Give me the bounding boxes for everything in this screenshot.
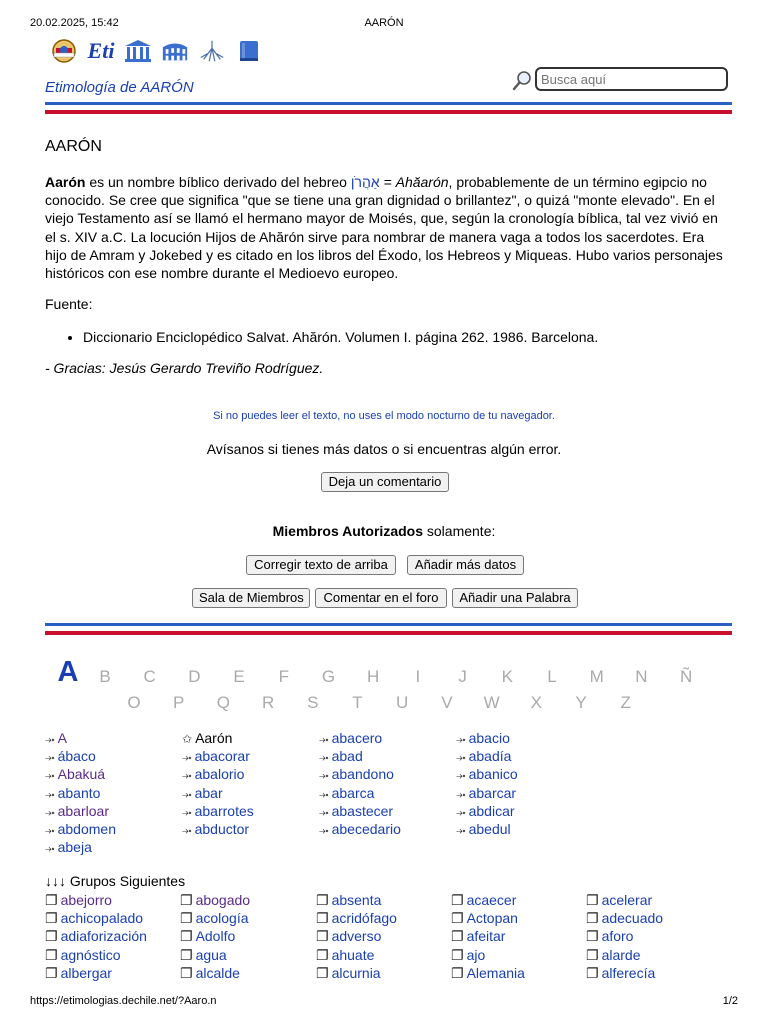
box-icon: ❐ <box>180 928 193 945</box>
arrow-icon: ⤞ <box>319 823 329 837</box>
divider-red-top <box>45 110 732 114</box>
letter-link[interactable]: V <box>441 693 453 712</box>
thanks-credit: - Gracias: Jesús Gerardo Treviño Rodríguez. <box>45 360 324 376</box>
arrow-icon: ⤞ <box>182 823 192 837</box>
word-link[interactable] <box>586 909 663 927</box>
arrow-icon: ⤞ <box>182 768 192 783</box>
word-link[interactable] <box>456 820 511 839</box>
word-link[interactable] <box>586 927 633 945</box>
letter-link[interactable]: K <box>501 667 513 686</box>
word-label: agnóstico <box>60 946 121 963</box>
letter-link[interactable]: T <box>352 693 363 712</box>
word-label: abar <box>194 784 223 801</box>
word-label: Alemania <box>466 964 525 981</box>
word-link[interactable] <box>319 765 394 784</box>
word-list-current <box>182 729 232 748</box>
word-label: abarrotes <box>194 802 254 819</box>
word-link[interactable] <box>45 838 92 857</box>
word-label: abductor <box>194 821 250 837</box>
word-label: Abakuá <box>57 766 106 783</box>
arrow-icon: ⤞ <box>45 732 55 746</box>
source-list <box>63 329 723 345</box>
word-label: abacorar <box>194 748 250 765</box>
word-label: acología <box>195 910 249 927</box>
arrow-icon: ⤞ <box>45 786 55 801</box>
print-header <box>30 17 738 31</box>
letter-link[interactable]: L <box>547 667 557 686</box>
dechile-logo-icon[interactable] <box>50 38 78 64</box>
source-item: • Diccionario Enciclopédico Salvat. Ahărón. Volumen I. página 262. 1986. Barcelona. <box>83 329 723 345</box>
word-link[interactable] <box>451 927 505 945</box>
word-link[interactable] <box>456 729 510 748</box>
word-link[interactable] <box>319 784 374 803</box>
etymology-paragraph <box>45 173 727 282</box>
members-line <box>0 523 768 539</box>
word-link[interactable] <box>451 964 525 982</box>
word-label: abedul <box>468 821 511 837</box>
eti-logo-text: Eti <box>87 38 115 63</box>
word-label: Adolfo <box>195 928 236 945</box>
arrow-icon: ⤞ <box>319 786 329 801</box>
letter-link[interactable]: O <box>127 693 141 712</box>
box-icon: ❐ <box>586 910 599 927</box>
box-icon: ❐ <box>316 928 329 945</box>
box-icon: ❐ <box>316 946 329 963</box>
word-label: abdicar <box>468 802 515 819</box>
word-label: absenta <box>331 892 382 908</box>
letter-link[interactable]: D <box>188 667 201 686</box>
word-link[interactable] <box>182 784 223 803</box>
word-link[interactable] <box>586 946 640 964</box>
box-icon: ❐ <box>586 946 599 963</box>
divider-red-bottom <box>45 631 732 635</box>
word-link[interactable] <box>451 891 516 909</box>
word-label: ahuate <box>331 946 375 963</box>
paragraph-text-2: , probablemente de un término egipcio no conocido. Se cree que significa "que se tiene una gran dignidad o brillantez", o quizá "monte elevado". En el viejo Testamento así se llamó el hermano mayor de Moisés, que, según la cronología bíblica, tal vez vivió en el s. XIV a.C. La locución Hijos de Ahărón sirve para nombrar de manera vaga a todos los sacerdotes. Era hijo de Amram y Jokebed y es citado en los libros del Éxodo, los Hebreos y Miqueas. Hubo varios personajes históricos con ese nombre durante el Medioevo europeo. <box>45 174 723 282</box>
word-link[interactable] <box>45 964 112 982</box>
word-label: adverso <box>331 928 382 945</box>
box-icon: ❐ <box>586 964 599 981</box>
source-label: Fuente: <box>45 296 93 312</box>
word-label: abejorro <box>60 892 112 908</box>
word-link[interactable] <box>182 820 249 839</box>
word-link[interactable] <box>45 729 67 748</box>
letter-link[interactable]: Q <box>216 693 230 712</box>
word-link[interactable] <box>45 802 109 821</box>
word-link[interactable] <box>45 820 116 839</box>
word-label: ábaco <box>57 748 96 765</box>
star-icon: ✩ <box>182 732 193 746</box>
word-label: alarde <box>601 946 641 963</box>
word-link[interactable] <box>45 784 100 803</box>
word-link[interactable] <box>456 747 511 766</box>
word-link[interactable] <box>316 964 381 982</box>
word-label: abarca <box>331 784 375 801</box>
word-label: abalorio <box>194 766 245 783</box>
word-link[interactable] <box>316 909 397 927</box>
box-icon: ❐ <box>451 928 464 945</box>
word-label: abecedario <box>331 821 401 837</box>
arrow-icon: ⤞ <box>45 823 55 837</box>
box-icon: ❐ <box>45 946 58 963</box>
arrow-icon: ⤞ <box>456 804 466 819</box>
word-label: abanico <box>468 766 518 783</box>
letter-link[interactable]: N <box>635 667 648 686</box>
headword: Aarón <box>45 174 86 190</box>
divider-blue-bottom <box>45 623 732 626</box>
print-date: 20.02.2025, 15:42 <box>30 17 119 29</box>
word-link[interactable] <box>45 927 147 945</box>
greek-temple-icon[interactable] <box>124 38 152 64</box>
letter-link[interactable]: S <box>307 693 319 712</box>
word-link[interactable] <box>456 765 518 784</box>
word-label: abdomen <box>57 821 116 837</box>
box-icon: ❐ <box>45 964 58 981</box>
word-link[interactable] <box>456 802 515 821</box>
arrow-icon: ⤞ <box>456 750 466 765</box>
word-link[interactable] <box>319 802 393 821</box>
arrow-icon: ⤞ <box>319 804 329 819</box>
box-icon: ❐ <box>586 928 599 945</box>
word-link[interactable] <box>45 765 105 784</box>
word-link[interactable] <box>451 909 518 927</box>
arrow-icon: ⤞ <box>456 768 466 783</box>
word-link[interactable] <box>45 946 121 964</box>
word-label: Actopan <box>466 910 518 927</box>
arrow-icon: ⤞ <box>45 750 55 765</box>
word-label: agua <box>195 946 227 963</box>
word-label: afeitar <box>466 928 506 945</box>
page-title: AARÓN <box>45 138 102 155</box>
search-icon[interactable] <box>512 69 534 91</box>
letter-link[interactable]: J <box>458 667 467 686</box>
arrow-icon: ⤞ <box>319 732 329 746</box>
next-groups-heading: ↓↓↓ Grupos Siguientes <box>45 873 186 889</box>
word-label: aforo <box>601 928 634 945</box>
word-label: adecuado <box>601 910 664 927</box>
word-link[interactable] <box>319 729 382 748</box>
night-mode-note: Si no puedes leer el texto, no uses el modo nocturno de tu navegador. <box>213 410 555 422</box>
word-label: alcalde <box>195 964 240 981</box>
print-title: AARÓN <box>364 17 404 29</box>
add-data-button[interactable]: Añadir más datos <box>407 555 524 575</box>
add-word-button[interactable]: Añadir una Palabra <box>452 588 578 608</box>
word-link[interactable] <box>182 747 250 766</box>
correct-text-button[interactable]: Corregir texto de arriba <box>246 555 396 575</box>
word-link[interactable] <box>182 802 254 821</box>
book-icon[interactable] <box>235 38 263 64</box>
letter-link[interactable]: F <box>278 667 289 686</box>
word-label: achicopalado <box>60 910 144 927</box>
letter-link[interactable]: E <box>233 667 245 686</box>
print-page-count: 1/2 <box>722 995 738 1007</box>
word-label: ajo <box>466 946 486 963</box>
divider-blue-top <box>45 102 732 105</box>
word-label: adiaforización <box>60 928 147 945</box>
paragraph-text-1: es un nombre bíblico derivado del hebreo <box>85 174 351 190</box>
word-label: abarcar <box>468 784 517 801</box>
box-icon: ❐ <box>45 910 58 927</box>
letter-link[interactable]: I <box>415 667 421 686</box>
letter-link[interactable]: B <box>99 667 111 686</box>
arrow-icon: ⤞ <box>456 732 466 746</box>
roots-icon[interactable] <box>198 38 226 64</box>
word-label: acelerar <box>601 892 653 908</box>
arrow-icon: ⤞ <box>456 786 466 801</box>
leave-comment-button[interactable]: Deja un comentario <box>321 472 449 492</box>
arrow-icon: ⤞ <box>182 804 192 819</box>
word-label: abandono <box>331 766 394 783</box>
word-label: abogado <box>195 892 251 908</box>
box-icon: ❐ <box>316 964 329 981</box>
box-icon: ❐ <box>180 910 193 927</box>
word-link[interactable] <box>45 747 96 766</box>
letter-link[interactable]: M <box>589 667 604 686</box>
word-label: Aarón <box>195 730 233 746</box>
members-suffix: solamente: <box>423 523 496 539</box>
eti-logo-icon[interactable] <box>87 38 115 64</box>
letter-current[interactable]: A <box>57 656 79 688</box>
arrow-icon: ⤞ <box>182 786 192 801</box>
arrow-icon: ⤞ <box>45 841 55 856</box>
search-box <box>512 67 728 91</box>
word-label: alferecía <box>601 964 656 981</box>
word-link[interactable] <box>45 891 112 909</box>
site-icon-bar <box>50 36 263 66</box>
word-label: abacero <box>331 730 383 746</box>
word-label: abadía <box>468 748 512 765</box>
report-prompt: Avísanos si tienes más datos o si encuentras algún error. <box>206 441 562 457</box>
word-link[interactable] <box>316 891 381 909</box>
word-link[interactable] <box>456 784 516 803</box>
letter-link[interactable]: W <box>483 693 500 712</box>
word-link[interactable] <box>45 909 143 927</box>
word-link[interactable] <box>180 946 227 964</box>
arrow-icon: ⤞ <box>45 768 55 783</box>
box-icon: ❐ <box>451 946 464 963</box>
word-link[interactable] <box>586 891 652 909</box>
word-label: abad <box>331 748 363 765</box>
box-icon: ❐ <box>45 928 58 945</box>
arrow-icon: ⤞ <box>319 750 329 765</box>
word-label: abeja <box>57 839 92 856</box>
word-label: abacio <box>468 730 510 746</box>
word-label: A <box>57 730 67 746</box>
word-label: acaecer <box>466 892 517 908</box>
members-label: Miembros Autorizados <box>272 523 423 539</box>
word-link[interactable] <box>316 946 374 964</box>
box-icon: ❐ <box>45 892 58 908</box>
word-link[interactable] <box>180 891 250 909</box>
word-link[interactable] <box>180 964 240 982</box>
word-link[interactable] <box>316 927 381 945</box>
arrow-icon: ⤞ <box>182 750 192 765</box>
word-label: abanto <box>57 784 101 801</box>
letter-link[interactable]: Y <box>575 693 587 712</box>
word-label: albergar <box>60 964 112 981</box>
box-icon: ❐ <box>451 910 464 927</box>
word-label: acridófago <box>331 910 397 927</box>
hebrew-word-link[interactable]: אַהֲרֹן <box>350 174 380 190</box>
search-input[interactable] <box>535 67 728 91</box>
letter-link[interactable]: U <box>396 693 409 712</box>
word-label: alcurnia <box>331 964 381 981</box>
arrow-icon: ⤞ <box>456 823 466 837</box>
box-icon: ❐ <box>316 910 329 927</box>
box-icon: ❐ <box>180 964 193 981</box>
site-title: Etimología de AARÓN <box>45 79 194 96</box>
print-url: https://etimologias.dechile.net/?Aaro.n <box>30 995 217 1007</box>
comment-forum-button[interactable]: Comentar en el foro <box>315 588 447 608</box>
word-link[interactable] <box>451 946 485 964</box>
box-icon: ❐ <box>180 946 193 963</box>
word-label: abastecer <box>331 802 394 819</box>
paragraph-equals: = <box>379 174 396 190</box>
print-footer <box>30 995 738 1009</box>
word-link[interactable] <box>586 964 655 982</box>
box-icon: ❐ <box>451 964 464 981</box>
letter-link[interactable]: C <box>143 667 156 686</box>
box-icon: ❐ <box>451 892 464 908</box>
box-icon: ❐ <box>180 892 193 908</box>
transliteration: Ahăarón <box>395 174 449 190</box>
box-icon: ❐ <box>316 892 329 908</box>
members-room-button[interactable]: Sala de Miembros <box>192 588 310 608</box>
colosseum-icon[interactable] <box>161 38 189 64</box>
word-link[interactable] <box>319 820 401 839</box>
word-link[interactable] <box>182 765 244 784</box>
word-link[interactable] <box>319 747 363 766</box>
letter-link[interactable]: Ñ <box>679 667 693 686</box>
letter-link[interactable]: G <box>321 667 336 686</box>
box-icon: ❐ <box>586 892 599 908</box>
word-link[interactable] <box>180 927 235 945</box>
arrow-icon: ⤞ <box>319 768 329 783</box>
letter-link[interactable]: R <box>261 693 275 712</box>
arrow-icon: ⤞ <box>45 804 55 819</box>
word-label: abarloar <box>57 802 109 819</box>
letter-link[interactable]: H <box>367 667 380 686</box>
letter-link[interactable]: Z <box>620 693 631 712</box>
letter-link[interactable]: P <box>173 693 185 712</box>
word-link[interactable] <box>180 909 249 927</box>
letter-link[interactable]: X <box>530 693 542 712</box>
